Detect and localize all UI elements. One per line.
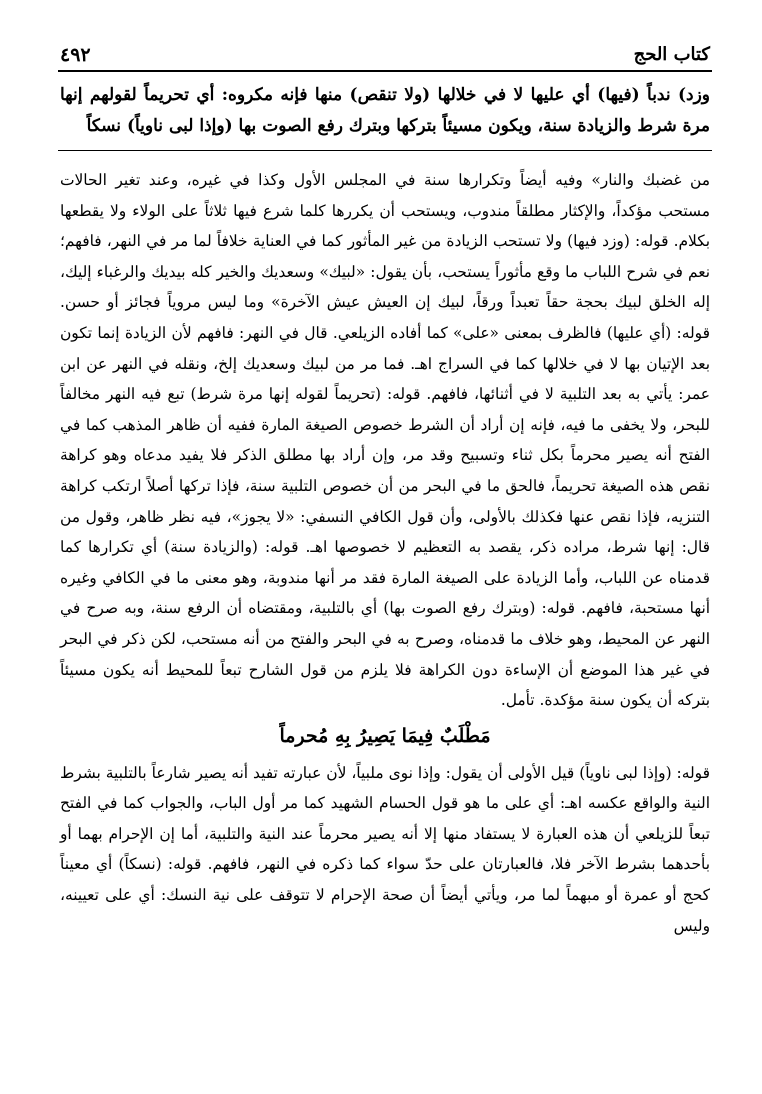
running-title: كتاب الحج — [633, 44, 710, 65]
page-header — [58, 40, 712, 72]
separator-rule — [58, 150, 712, 151]
book-page — [58, 40, 712, 941]
main-text: وزد) ندباً (فيها) أي عليها لا في خلالها (ولا تنقص) منها فإنه مكروه: أي تحريماً لقولهم إنها مرة شرط والزيادة سنة، ويكون مسيئاً بتركها وبترك رفع الصوت بها (وإذا لبى ناوياً) نسكاً — [60, 85, 710, 136]
commentary-text-part-2: قوله: (وإذا لبى ناوياً) قيل الأولى أن يقول: وإذا نوى ملبياً، لأن عبارته تفيد أنه يصير شارعاً بالتلبية بشرط النية والواقع عكسه اهـ: أي على ما هو قول الحسام الشهيد كما مر أول الباب، والجواب كما في الفتح تبعاً للزيلعي أن هذه العبارة لا يستفاد منها إلا أنه يصير محرماً عند النية والتلبية، أما إن الإحرام بهما أو بأحدهما بشرط الآخر فلا، فالعبارتان على حدّ سواء كما ذكره في النهر، فافهم. قوله: (نسكاً) أي معيناً كحج أو عمرة أو مبهماً لما مر، ويأتي أيضاً أن صحة الإحرام لا تتوقف على نية النسك: أي على تعيينه، وليس — [60, 763, 710, 935]
page-number: ٤٩٢ — [60, 44, 91, 66]
commentary-text-part-1: من غضبك والنار» وفيه أيضاً وتكرارها سنة في المجلس الأول وكذا في غيره، وعند تغير الحالات مستحب مؤكداً، والإكثار مطلقاً مندوب، ويستحب أن يكررها كلما شرع فيها ثلاثاً على الولاء ولا يقطعها بكلام. قوله: (وزد فيها) ولا تستحب الزيادة من غير المأثور كما في العناية خلافاً لما مر في النهر، فافهم؛ نعم في شرح اللباب ما وقع مأثوراً يستحب، بأن يقول: «لبيك» وسعديك والخير كله بيديك والرغباء إليك، إله الخلق لبيك بحجة حقاً تعبداً ورقاً، لبيك إن العيش عيش الآخرة» وما ليس مروياً فجائز أو حسن. قوله: (أي عليها) فالظرف بمعنى «على» كما أفاده الزيلعي. قال في النهر: فافهم لأن الزيادة إنما تكون بعد الإتيان بها لا في خلالها كما في السراج اهـ. فما مر من لبيك وسعديك إلخ، ونقله في النهر عن ابن عمر: يأتي به بعد التلبية لا في أثنائها، فافهم. قوله: (تحريماً لقوله إنها مرة شرط) تبع فيه النهر مخالفاً للبحر، ولا يخفى ما فيه، فإنه إن أراد أن الشرط خصوص الصيغة المارة ففيه أن ظاهر المذهب كما في الفتح أنه يصير محرماً بكل ثناء وتسبيح وقد مر، وإن أراد بها مطلق الذكر فلا يفيد مدعاه وهو كراهة نقص هذه الصيغة تحريماً، فالحق ما في البحر من أن خصوص التلبية سنة، فإذا تركها أصلاً ارتكب كراهة التنزيه، فإذا نقص عنها فكذلك بالأولى، وأن قول الكافي النسفي: «لا يجوز»، فيه نظر ظاهر، وقول من قال: إنها شرط، مراده ذكر، يقصد به التعظيم لا خصوصها اهـ. قوله: (والزيادة سنة) أي تكرارها كما قدمناه عن اللباب، وأما الزيادة على الصيغة المارة فقد مر أنها مندوبة، وهو معنى ما في الكافي وغيره أنها مستحبة، فافهم. قوله: (وبترك رفع الصوت بها) أي بالتلبية، ومقتضاه أن الرفع سنة، وبه صرح في النهر عن المحيط، وهو خلاف ما قدمناه، وصرح به في البحر والفتح من أنه مستحب، لكن ذكر في البحر في غير هذا الموضع أن الإساءة دون الكراهة فلا يلزم من قول الشارح تبعاً للمحيط أنه يكون مسيئاً بتركه أن يكون سنة مؤكدة. تأمل. — [60, 171, 710, 710]
section-heading: مَطْلَبٌ فِيمَا يَصِيرُ بِهِ مُحرماً — [279, 724, 491, 747]
